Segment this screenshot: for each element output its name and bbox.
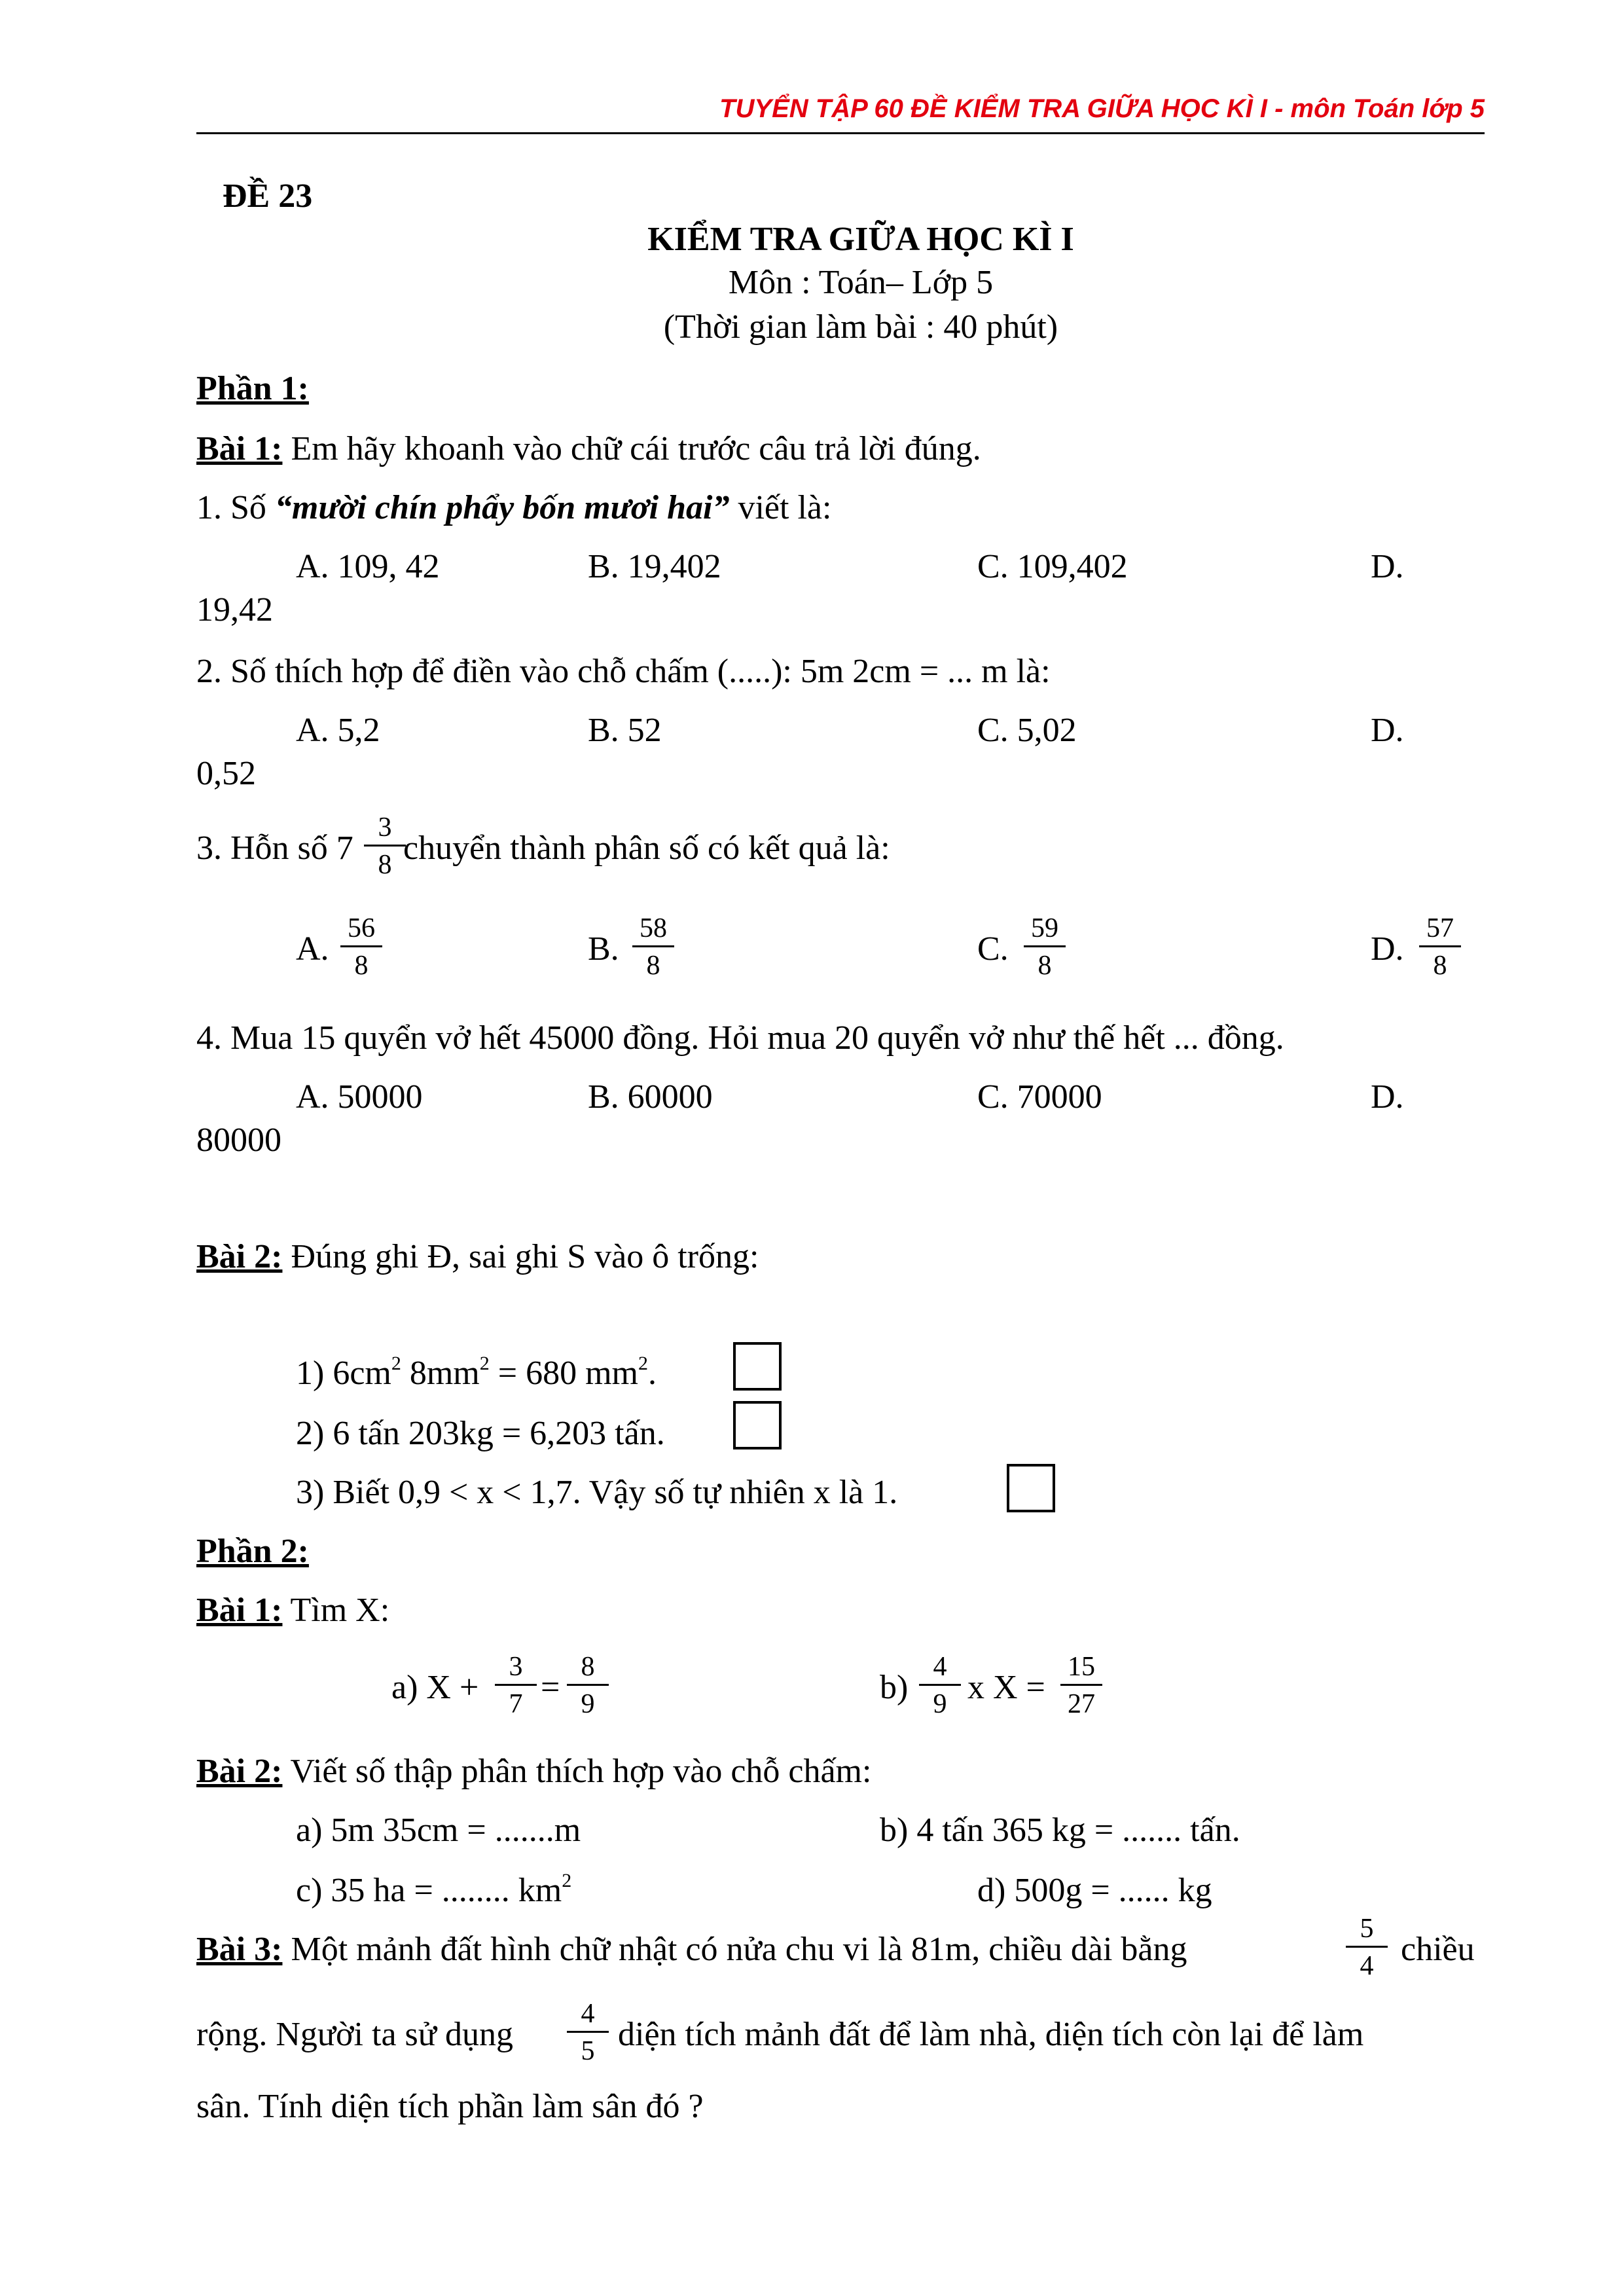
- s1-part: = 680 mm: [489, 1355, 638, 1392]
- q2-option-d: D.: [1371, 712, 1404, 749]
- bai3-fraction-1: [1346, 1913, 1388, 1982]
- conversion-c-text: c) 35 ha = ........ km: [296, 1872, 562, 1909]
- p2-bai3-label: Bài 3:: [196, 1931, 283, 1968]
- p2-bai3-line1: [196, 1929, 1187, 1971]
- p2-bai2-instruction: [196, 1751, 871, 1793]
- q1-stem: [196, 487, 831, 529]
- fraction-denominator: 4: [1360, 1951, 1374, 1981]
- part1-heading: Phần 1:: [196, 370, 309, 407]
- q3-option-d-fraction: [1419, 913, 1461, 981]
- conversion-c: [296, 1870, 571, 1912]
- fraction-numerator: 4: [919, 1651, 961, 1686]
- fraction-denominator: 8: [1433, 951, 1447, 981]
- fraction-numerator: 3: [364, 812, 406, 847]
- conversion-a: a) 5m 35cm = .......m: [296, 1812, 581, 1849]
- fraction-denominator: 9: [933, 1689, 947, 1719]
- fraction-numerator: 5: [1346, 1913, 1388, 1948]
- answer-box-2[interactable]: [733, 1401, 782, 1449]
- q3-option-b-fraction: [632, 913, 674, 981]
- p2-bai3-line2b: diện tích mảnh đất để làm nhà, diện tích còn lại để làm: [618, 2016, 1364, 2053]
- p2-bai3-line2a: rộng. Người ta sử dụng: [196, 2016, 513, 2053]
- q1-option-c: C. 109,402: [977, 548, 1128, 585]
- q3-option-d: D.: [1371, 930, 1404, 968]
- p2-bai3-line3: sân. Tính diện tích phần làm sân đó ?: [196, 2088, 704, 2125]
- q4-option-b: B. 60000: [588, 1078, 713, 1116]
- fraction-denominator: 8: [378, 850, 392, 880]
- s1-sup: 2: [391, 1353, 401, 1374]
- equation-a-prefix: a) X +: [391, 1669, 479, 1706]
- fraction-denominator: 7: [509, 1689, 523, 1719]
- fraction-denominator: 5: [581, 2036, 595, 2066]
- fraction-denominator: 8: [646, 951, 660, 981]
- equation-b-middle: x X =: [967, 1669, 1045, 1706]
- q3-option-c: C.: [977, 930, 1009, 968]
- q3-suffix: chuyển thành phân số có kết quả là:: [403, 829, 890, 867]
- p2-bai3-line1-end: chiều: [1401, 1931, 1475, 1968]
- q2-option-a: A. 5,2: [296, 712, 380, 749]
- fraction-denominator: 8: [354, 951, 369, 981]
- equation-b-fraction-1: [919, 1651, 961, 1720]
- exam-number: ĐỀ 23: [223, 177, 313, 215]
- s1-part: 8mm: [401, 1355, 480, 1392]
- q2-option-c: C. 5,02: [977, 712, 1077, 749]
- equation-b-fraction-2: [1060, 1651, 1102, 1720]
- q3-mixed-fraction: [364, 812, 406, 881]
- fraction-numerator: 3: [495, 1651, 537, 1686]
- fraction-numerator: 57: [1419, 913, 1461, 947]
- fraction-numerator: 8: [567, 1651, 609, 1686]
- q3-prefix: 3. Hỗn số 7: [196, 829, 353, 867]
- p2-bai2-text: Viết số thập phân thích hợp vào chỗ chấm:: [282, 1753, 872, 1790]
- p2-bai1-instruction: [196, 1590, 389, 1631]
- statement-1: [296, 1353, 657, 1394]
- q1-suffix: viết là:: [729, 489, 832, 526]
- answer-box-3[interactable]: [1007, 1464, 1055, 1512]
- exam-title: KIỂM TRA GIỮA HỌC KÌ I: [647, 221, 1074, 258]
- q4-option-d: D.: [1371, 1078, 1404, 1116]
- p1-bai1-label: Bài 1:: [196, 430, 283, 467]
- exam-duration: (Thời gian làm bài : 40 phút): [663, 308, 1058, 346]
- page-header: TUYỂN TẬP 60 ĐỀ KIỂM TRA GIỮA HỌC KÌ I - môn Toán lớp 5: [196, 85, 1485, 134]
- fraction-denominator: 8: [1038, 951, 1052, 981]
- q4-option-a: A. 50000: [296, 1078, 423, 1116]
- s1-part: .: [647, 1355, 657, 1392]
- equation-b-prefix: b): [880, 1669, 909, 1706]
- p1-bai2-instruction: [196, 1236, 759, 1278]
- q2-option-b: B. 52: [588, 712, 662, 749]
- q3-option-a: A.: [296, 930, 329, 968]
- fraction-numerator: 58: [632, 913, 674, 947]
- q1-option-d-value: 19,42: [196, 591, 273, 629]
- fraction-denominator: 9: [581, 1689, 595, 1719]
- equation-a-fraction-1: [495, 1651, 537, 1720]
- p1-bai1-instruction: [196, 428, 981, 470]
- conversion-c-sup: 2: [562, 1870, 572, 1891]
- p2-bai1-text: Tìm X:: [282, 1592, 390, 1629]
- q4-stem: 4. Mua 15 quyển vở hết 45000 đồng. Hỏi mua 20 quyển vở như thế hết ... đồng.: [196, 1019, 1284, 1057]
- fraction-numerator: 59: [1024, 913, 1066, 947]
- conversion-b: b) 4 tấn 365 kg = ....... tấn.: [880, 1812, 1240, 1849]
- p2-bai3-line1-text: Một mảnh đất hình chữ nhật có nửa chu vi là 81m, chiều dài bằng: [282, 1931, 1187, 1968]
- p1-bai2-text: Đúng ghi Đ, sai ghi S vào ô trống:: [282, 1238, 759, 1275]
- bai3-fraction-2: [567, 1998, 609, 2067]
- p2-bai2-label: Bài 2:: [196, 1753, 283, 1790]
- q1-option-d: D.: [1371, 548, 1404, 585]
- fraction-numerator: 15: [1060, 1651, 1102, 1686]
- q1-option-a: A. 109, 42: [296, 548, 440, 585]
- s1-sup: 2: [479, 1353, 490, 1374]
- fraction-numerator: 56: [340, 913, 382, 947]
- q3-option-b: B.: [588, 930, 619, 968]
- s1-sup: 2: [638, 1353, 648, 1374]
- q4-option-c: C. 70000: [977, 1078, 1102, 1116]
- statement-3: 3) Biết 0,9 < x < 1,7. Vậy số tự nhiên x là 1.: [296, 1474, 898, 1511]
- q4-option-d-value: 80000: [196, 1121, 281, 1159]
- part2-heading: Phần 2:: [196, 1533, 309, 1570]
- p1-bai2-label: Bài 2:: [196, 1238, 283, 1275]
- fraction-numerator: 4: [567, 1998, 609, 2033]
- q1-option-b: B. 19,402: [588, 548, 721, 585]
- p1-bai1-text: Em hãy khoanh vào chữ cái trước câu trả lời đúng.: [282, 430, 981, 467]
- p2-bai1-label: Bài 1:: [196, 1592, 283, 1629]
- s1-part: 1) 6cm: [296, 1355, 391, 1392]
- equation-a-equals: =: [541, 1669, 560, 1706]
- q2-stem: 2. Số thích hợp để điền vào chỗ chấm (.....): 5m 2cm = ... m là:: [196, 653, 1051, 690]
- q1-prefix: 1. Số: [196, 489, 275, 526]
- equation-a-fraction-2: [567, 1651, 609, 1720]
- exam-subject: Môn : Toán– Lớp 5: [728, 264, 994, 301]
- answer-box-1[interactable]: [733, 1342, 782, 1391]
- statement-2: 2) 6 tấn 203kg = 6,203 tấn.: [296, 1415, 665, 1452]
- q1-emphasis: “mười chín phẩy bốn mươi hai”: [274, 489, 730, 526]
- q2-option-d-value: 0,52: [196, 755, 256, 792]
- fraction-denominator: 27: [1068, 1689, 1095, 1719]
- conversion-d: d) 500g = ...... kg: [977, 1872, 1212, 1909]
- q3-option-a-fraction: [340, 913, 382, 981]
- q3-option-c-fraction: [1024, 913, 1066, 981]
